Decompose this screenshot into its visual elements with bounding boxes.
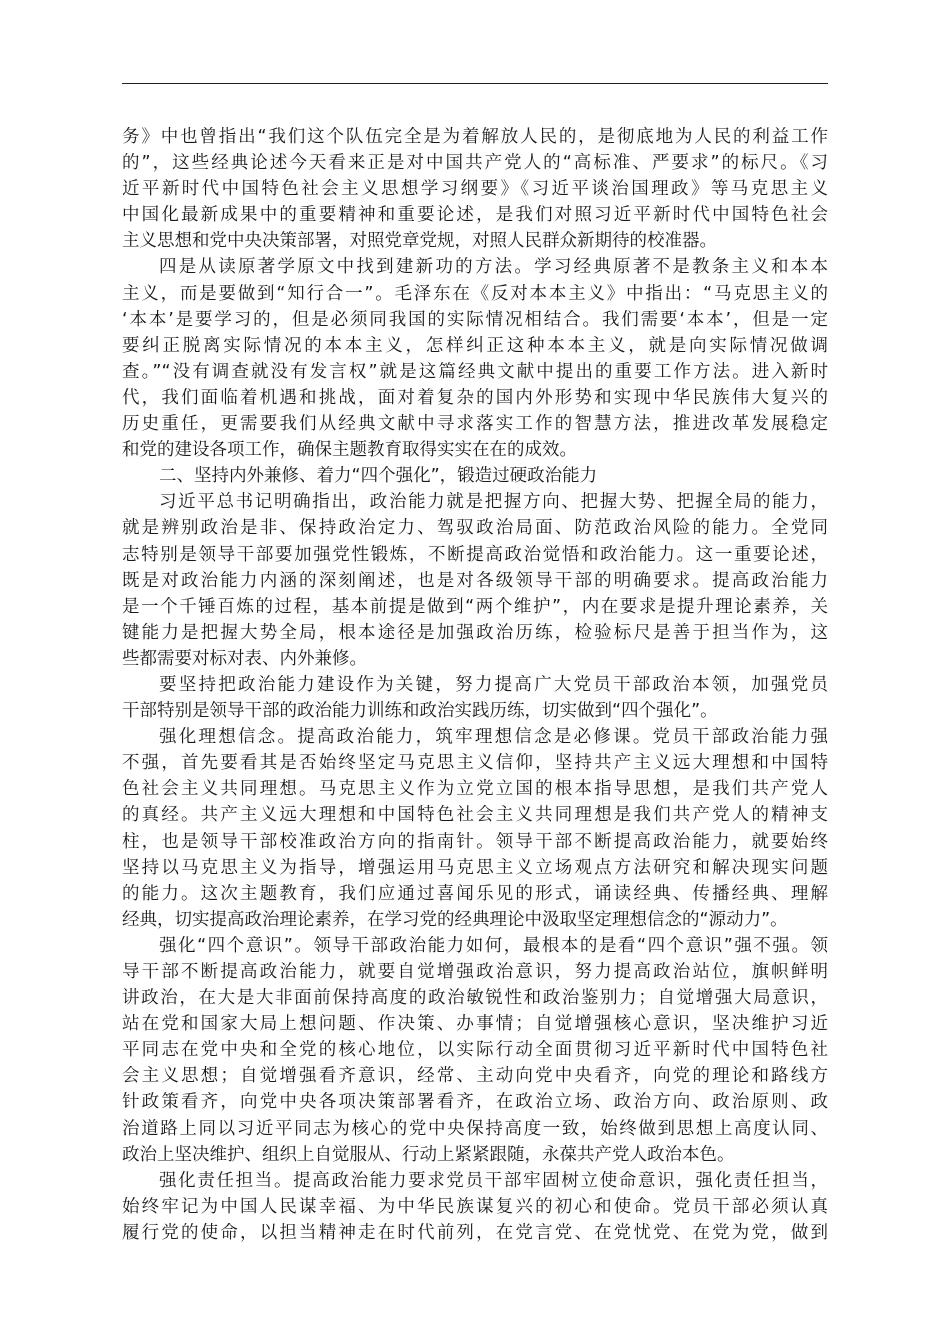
text-line: 坚持以马克思主义为指导，增强运用马克思主义立场观点方法研究和解决现实问题 [122, 857, 828, 878]
text-line: 是一个千锤百炼的过程，基本前提是做到“两个维护”，内在要求是提升理论素养，关 [122, 596, 828, 617]
text-line: 讲政治，在大是大非面前保持高度的政治敏锐性和政治鉴别力；自觉增强大局意识， [122, 988, 828, 1009]
text-line: 近平新时代中国特色社会主义思想学习纲要》《习近平谈治国理政》等马克思主义 [122, 179, 828, 200]
text-line: 的真经。共产主义远大理想和中国特色社会主义共同理想是我们共产党人的精神支 [122, 805, 828, 826]
text-line: 就是辨别政治是非、保持政治定力、驾驭政治局面、防范政治风险的能力。全党同 [122, 518, 828, 539]
text-line: 柱，也是领导干部校准政治方向的指南针。领导干部不断提高政治能力，就要始终 [122, 831, 828, 852]
text-line: 的”，这些经典论述今天看来正是对中国共产党人的“高标准、严要求”的标尺。《习 [122, 153, 828, 174]
text-line: 历史重任，更需要我们从经典文献中寻求落实工作的智慧方法，推进改革发展稳定 [122, 414, 828, 435]
section-heading: 二、坚持内外兼修、着力“四个强化”，锻造过硬政治能力 [159, 466, 598, 487]
text-line: 会主义思想；自觉增强看齐意识，经常、主动向党中央看齐，向党的理论和路线方 [122, 1066, 828, 1087]
text-line: 既是对政治能力内涵的深刻阐述，也是对各级领导干部的明确要求。提高政治能力 [122, 570, 828, 591]
text-line: 履行党的使命，以担当精神走在时代前列，在党言党、在党忧党、在党为党，做到 [122, 1222, 828, 1243]
text-line: 习近平总书记明确指出，政治能力就是把握方向、把握大势、把握全局的能力， [159, 492, 828, 513]
text-line: 代，我们面临着机遇和挑战，面对着复杂的国内外形势和实现中华民族伟大复兴的 [122, 387, 828, 408]
text-line: 要纠正脱离实际情况的本本主义，怎样纠正这种本本主义，就是向实际情况做调 [122, 335, 828, 356]
text-line: 键能力是把握大势全局，根本途径是加强政治历练，检验标尺是善于担当作为，这 [122, 622, 828, 643]
text-line: 导干部不断提高政治能力，就要自觉增强政治意识，努力提高政治站位，旗帜鲜明 [122, 962, 828, 982]
text-line: ‘本本’是要学习的，但是必须同我国的实际情况相结合。我们需要‘本本’，但是一定 [122, 309, 828, 330]
body-text [122, 124, 828, 1246]
text-line: 站在党和国家大局上想问题、作决策、办事情；自觉增强核心意识，坚决维护习近 [122, 1014, 828, 1035]
text-line: 中国化最新成果中的重要精神和重要论述，是我们对照习近平新时代中国特色社会 [122, 205, 828, 226]
text-line: 主义思想和党中央决策部署，对照党章党规，对照人民群众新期待的校准器。 [122, 231, 717, 252]
text-line: 经典，切实提高政治理论素养，在学习党的经典理论中汲取坚定理想信念的“源动力”。 [122, 909, 788, 930]
header-rule [122, 83, 828, 84]
text-line: 的能力。这次主题教育，我们应通过喜闻乐见的形式，诵读经典、传播经典、理解 [122, 883, 828, 904]
text-line: 主义，而是要做到“知行合一”。毛泽东在《反对本本主义》中指出：“马克思主义的 [122, 283, 828, 304]
text-line: 强化责任担当。提高政治能力要求党员干部牢固树立使命意识，强化责任担当， [159, 1170, 828, 1191]
text-line: 不强，首先要看其是否始终坚定马克思主义信仰，坚持共产主义远大理想和中国特 [122, 753, 828, 774]
text-line: 四是从读原著学原文中找到建新功的方法。学习经典原著不是教条主义和本本 [159, 257, 828, 278]
text-line: 志特别是领导干部要加强党性锻炼，不断提高政治觉悟和政治能力。这一重要论述， [122, 544, 828, 565]
text-line: 和党的建设各项工作，确保主题教育取得实实在在的成效。 [122, 440, 577, 461]
text-line: 政治上坚决维护、组织上自觉服从、行动上紧紧跟随，永葆共产党人政治本色。 [122, 1144, 735, 1165]
text-line: 查。”“没有调查就没有发言权”就是这篇经典文献中提出的重要工作方法。进入新时 [122, 361, 828, 382]
text-line: 些都需要对标对表、内外兼修。 [122, 648, 367, 669]
text-line: 干部特别是领导干部的政治能力训练和政治实践历练，切实做到“四个强化”。 [122, 701, 718, 722]
text-line: 始终牢记为中国人民谋幸福、为中华民族谋复兴的初心和使命。党员干部必须认真 [122, 1196, 828, 1217]
text-line: 务》中也曾指出“我们这个队伍完全是为着解放人民的，是彻底地为人民的利益工作 [122, 127, 828, 147]
text-line: 平同志在党中央和全党的核心地位，以实际行动全面贯彻习近平新时代中国特色社 [122, 1040, 828, 1061]
text-line: 要坚持把政治能力建设作为关键，努力提高广大党员干部政治本领，加强党员 [159, 674, 828, 695]
text-line: 针政策看齐，向党中央各项决策部署看齐，在政治立场、政治方向、政治原则、政 [122, 1092, 828, 1113]
text-line: 强化理想信念。提高政治能力，筑牢理想信念是必修课。党员干部政治能力强 [159, 727, 828, 748]
text-line: 治道路上同以习近平同志为核心的党中央保持高度一致，始终做到思想上高度认同、 [122, 1118, 828, 1139]
text-line: 色社会主义共同理想。马克思主义作为立党立国的根本指导思想，是我们共产党人 [122, 779, 828, 800]
text-line: 强化“四个意识”。领导干部政治能力如何，最根本的是看“四个意识”强不强。领 [159, 935, 828, 956]
